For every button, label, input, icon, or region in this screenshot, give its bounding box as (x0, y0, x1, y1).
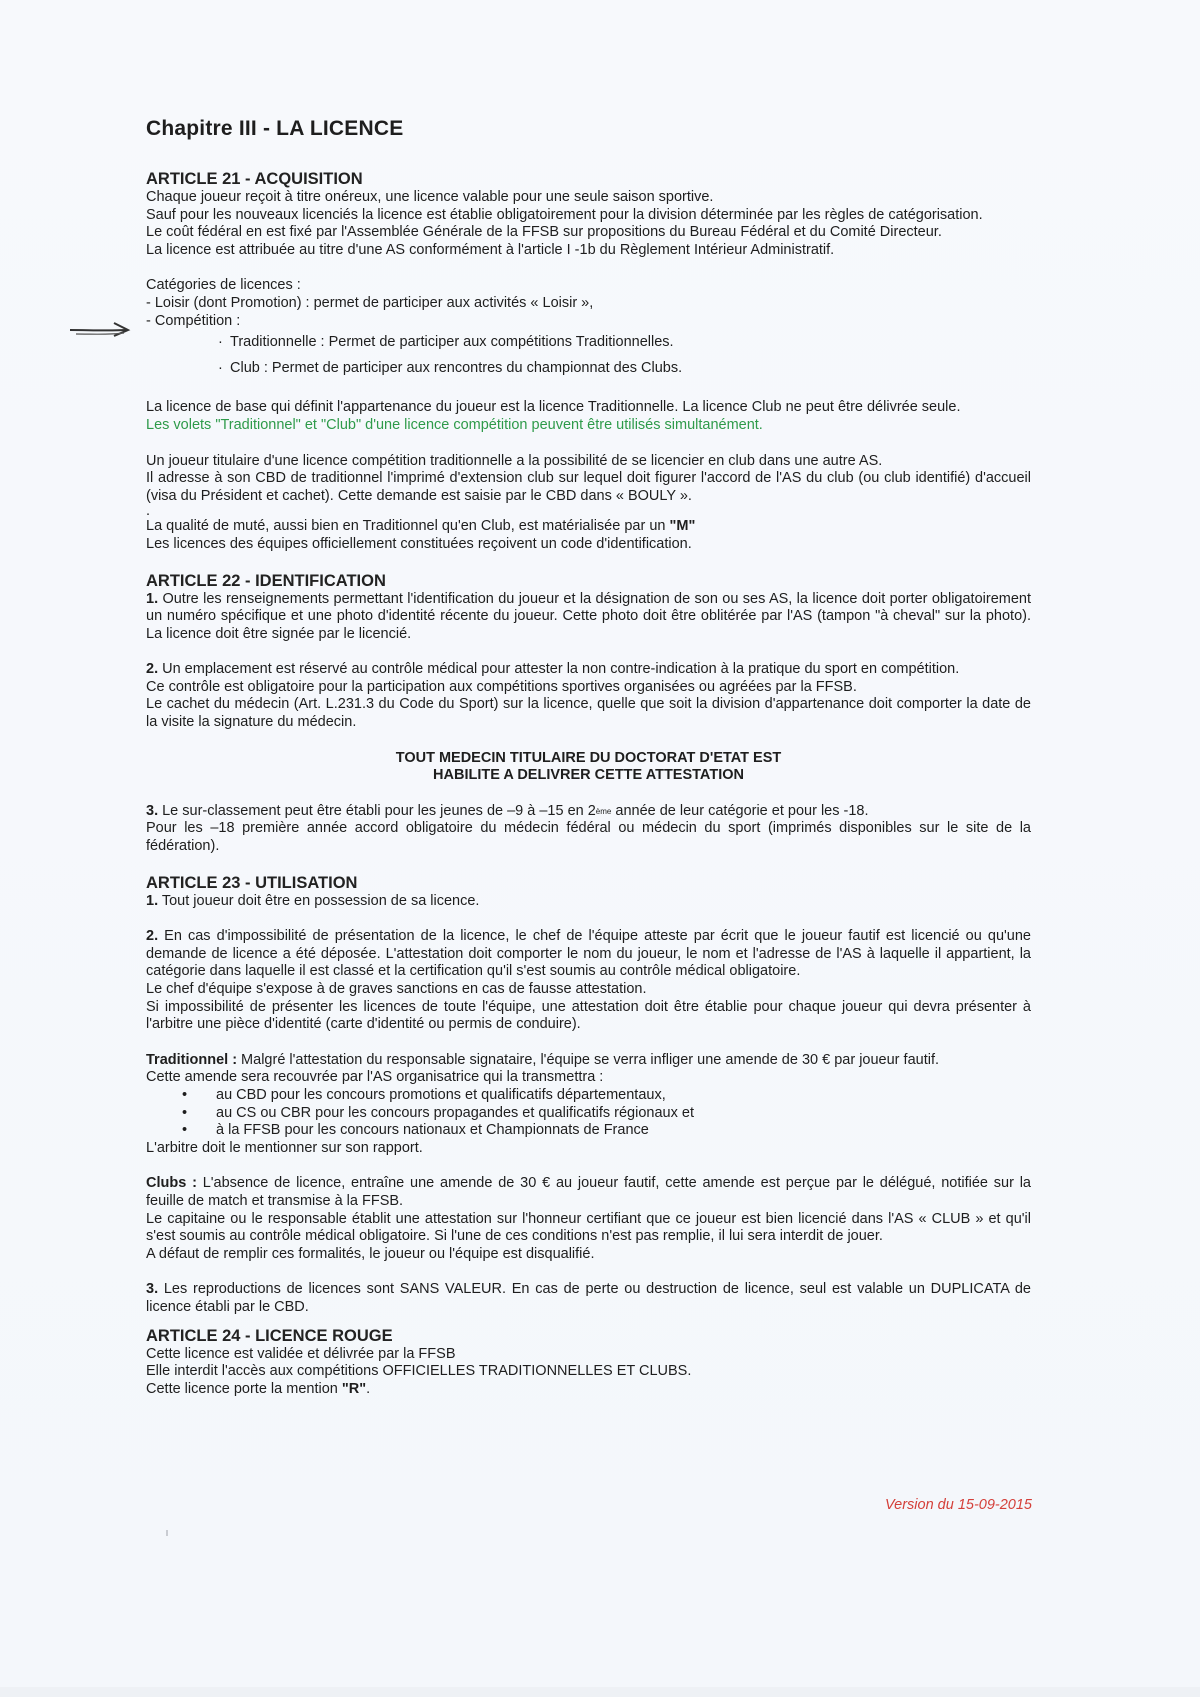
notice-line: HABILITE A DELIVRER CETTE ATTESTATION (433, 767, 744, 784)
paragraph: Si impossibilité de présenter les licences de toute l'équipe, une attestation doit être établie pour chaque joueur qui devra présenter à l'arbitre une pièce d'identité (carte d'identité ou permis de conduire). (146, 998, 1031, 1033)
paragraph: 2. En cas d'impossibilité de présentation de la licence, le chef de l'équipe atteste par écrit que le joueur fautif est licencié ou qu'une demande de licence a été déposée. L'attestation doit comporter le nom du joueur, le nom et l'adresse de l'AS à laquelle il appartient, la catégorie dans laquelle il est classé et la certification qu'il s'est soumis au contrôle médical obligatoire. (146, 928, 1031, 980)
article-24 (146, 1327, 1031, 1399)
paragraph: Elle interdit l'accès aux compétitions OFFICIELLES TRADITIONNELLES ET CLUBS. (146, 1363, 692, 1380)
arrow-right-icon (68, 320, 134, 340)
paragraph: Ce contrôle est obligatoire pour la participation aux compétitions sportives organisées ou agréées par la FFSB. (146, 678, 857, 695)
article-title: ARTICLE 21 - ACQUISITION (146, 170, 363, 188)
paragraph: Le capitaine ou le responsable établit une attestation sur l'honneur certifiant que ce joueur est bien licencié dans l'AS « CLUB » et qu'il s'est soumis au contrôle médical obligatoire. Si l'une de ces conditions n'est pas remplie, il lui sera interdit de jouer. (146, 1210, 1031, 1245)
paragraph: Traditionnel : Malgré l'attestation du responsable signataire, l'équipe se verra infliger une amende de 30 € par joueur fautif. (146, 1051, 939, 1068)
chapter-title: Chapitre III - LA LICENCE (146, 117, 404, 140)
paragraph: 3. Le sur-classement peut être établi pour les jeunes de –9 à –15 en 2ème année de leur catégorie et pour les -18. (146, 802, 869, 819)
green-note: Les volets "Traditionnel" et "Club" d'une licence compétition peuvent être utilisés simultanément. (146, 416, 763, 433)
paragraph: La licence de base qui définit l'appartenance du joueur est la licence Traditionnelle. La licence Club ne peut être délivrée seule. (146, 399, 961, 416)
paragraph: Clubs : L'absence de licence, entraîne une amende de 30 € au joueur fautif, cette amende est perçue par le délégué, notifiée sur la feuille de match et transmise à la FFSB. (146, 1175, 1031, 1209)
paragraph: Pour les –18 première année accord obligatoire du médecin fédéral ou médecin du sport (imprimés disponibles sur le site de la fédération). (146, 820, 1031, 855)
list-item: • au CS ou CBR pour les concours propagandes et qualificatifs régionaux et (182, 1104, 694, 1121)
list-item: • au CBD pour les concours promotions et qualificatifs départementaux, (182, 1086, 666, 1103)
paragraph: 1. Outre les renseignements permettant l'identification du joueur et la désignation de son ou ses AS, la licence doit porter obligatoirement un numéro spécifique et une photo d'identité récente du joueur. Cette photo doit être oblitérée par l'AS (tampon "à cheval" sur la photo). La licence doit être signée par le licencié. (146, 590, 1031, 642)
paragraph: Cette licence porte la mention "R". (146, 1380, 371, 1397)
list-item: • à la FFSB pour les concours nationaux et Championnats de France (182, 1122, 649, 1139)
paragraph: 2. Un emplacement est réservé au contrôle médical pour attester la non contre-indication à la pratique du sport en compétition. (146, 661, 960, 678)
subcategory-club: · Club : Permet de participer aux rencontres du championnat des Clubs. (218, 359, 683, 376)
paragraph: 3. Les reproductions de licences sont SANS VALEUR. En cas de perte ou destruction de licence, seul est valable un DUPLICATA de licence établi par le CBD. (146, 1281, 1031, 1315)
categories-heading: Catégories de licences : (146, 277, 301, 294)
article-title: ARTICLE 24 - LICENCE ROUGE (146, 1326, 393, 1345)
paragraph: Un joueur titulaire d'une licence compétition traditionnelle a la possibilité de se licencier en club dans une autre AS. (146, 452, 883, 469)
subcategory-traditionnelle: · Traditionnelle : Permet de participer aux compétitions Traditionnelles. (218, 334, 674, 351)
category-competition: - Compétition : (146, 312, 241, 329)
paragraph: Les licences des équipes officiellement constituées reçoivent un code d'identification. (146, 535, 692, 552)
article-23 (146, 874, 1031, 1317)
paragraph: Sauf pour les nouveaux licenciés la licence est établie obligatoirement pour la division déterminée par les règles de catégorisation. (146, 206, 983, 223)
paragraph: Il adresse à son CBD de traditionnel l'imprimé d'extension club sur lequel doit figurer l'accord de l'AS du club (ou club identifié) d'accueil (visa du Président et cachet). Cette demande est saisie par le CBD dans « BOULY ». (146, 470, 1031, 504)
paragraph: A défaut de remplir ces formalités, le joueur ou l'équipe est disqualifié. (146, 1245, 595, 1262)
paragraph: La qualité de muté, aussi bien en Traditionnel qu'en Club, est matérialisée par un "M" (146, 518, 696, 535)
paragraph: Cette amende sera recouvrée par l'AS organisatrice qui la transmettra : (146, 1069, 604, 1086)
article-22 (146, 572, 1031, 856)
paragraph: L'arbitre doit le mentionner sur son rapport. (146, 1139, 423, 1156)
paragraph: Chaque joueur reçoit à titre onéreux, une licence valable pour une seule saison sportive. (146, 189, 714, 205)
paragraph: Le cachet du médecin (Art. L.231.3 du Code du Sport) sur la licence, quelle que soit la division d'appartenance doit comporter la date de la visite la signature du médecin. (146, 696, 1031, 731)
paragraph: La licence est attribuée au titre d'une AS conformément à l'article I -1b du Règlement Intérieur Administratif. (146, 241, 835, 258)
paragraph: 1. Tout joueur doit être en possession de sa licence. (146, 892, 480, 909)
article-title: ARTICLE 22 - IDENTIFICATION (146, 571, 386, 590)
article-21 (146, 170, 1031, 554)
notice-line: TOUT MEDECIN TITULAIRE DU DOCTORAT D'ETAT EST (395, 749, 782, 766)
category-loisir: - Loisir (dont Promotion) : permet de participer aux activités « Loisir », (146, 294, 594, 311)
paragraph: Cette licence est validée et délivrée par la FFSB (146, 1345, 456, 1362)
stray-dot: . (146, 503, 151, 520)
document-body (146, 116, 1031, 1398)
version-label: Version du 15-09-2015 (885, 1497, 1032, 1513)
paragraph: Le chef d'équipe s'expose à de graves sanctions en cas de fausse attestation. (146, 981, 647, 997)
article-title: ARTICLE 23 - UTILISATION (146, 873, 358, 892)
paragraph: Le coût fédéral en est fixé par l'Assemblée Générale de la FFSB sur propositions du Bureau Fédéral et du Comité Directeur. (146, 224, 942, 241)
